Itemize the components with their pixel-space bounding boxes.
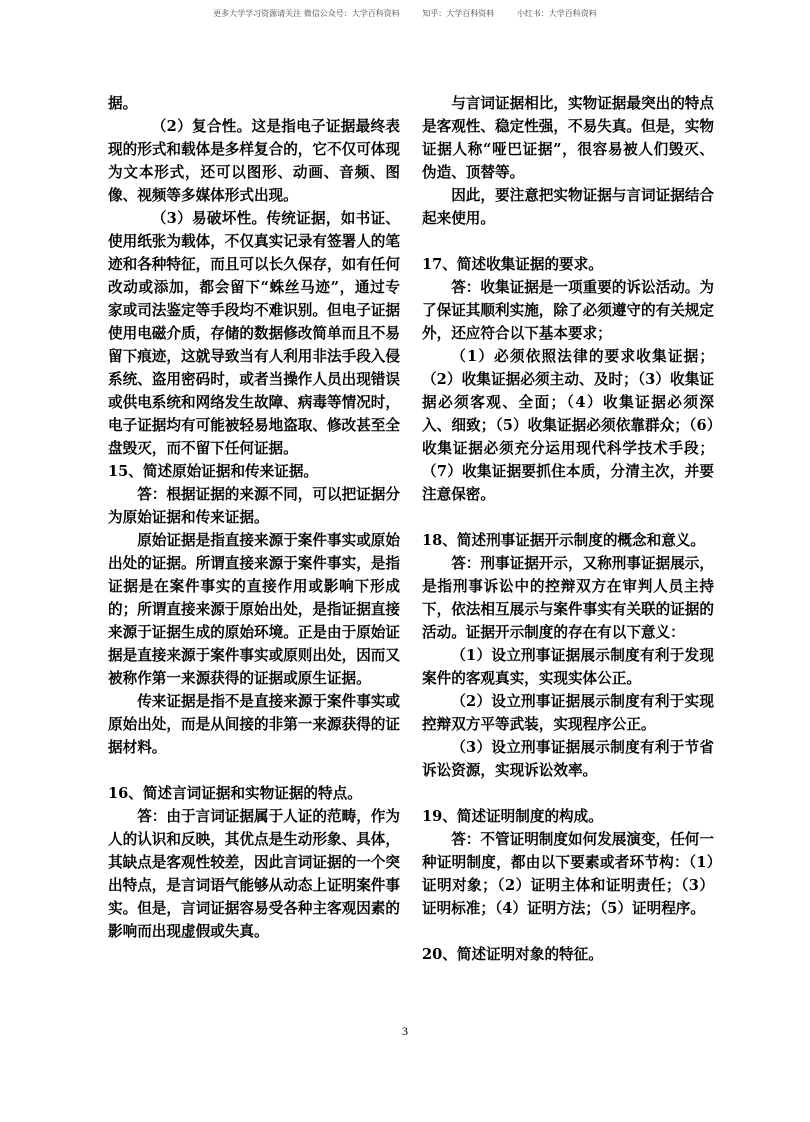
paragraph: 据。 (108, 95, 138, 112)
question-heading: 18、简述刑事证据开示制度的概念和意义。 (422, 532, 705, 549)
paragraph: （1）必须依照法律的要求收集证据；（2）收集证据必须主动、及时；（3）收集证据必须客观、全面；（4）收集证据必须深入、细致；（5）收集证据必须依靠群众；（6）收集证据必须充分运用现代科学技术手段；（7）收集证据要抓住本质，分清主次，并要注意保密。 (422, 348, 714, 503)
paragraph: （2）设立刑事证据展示制度有利于实现控辩双方平等武装，实现程序公正。 (422, 693, 714, 733)
question-heading: 19、简述证明制度的构成。 (422, 808, 603, 825)
paragraph: 与言词证据相比，实物证据最突出的特点是客观性、稳定性强，不易失真。但是，实物证据人称“哑巴证据”，很容易被人们毁灭、伪造、顶替等。 (422, 95, 714, 181)
paragraph: （3）易破坏性。传统证据，如书证、使用纸张为载体，不仅真实记录有签署人的笔迹和各种特征，而且可以长久保存，如有任何改动或添加，都会留下“蛛丝马迹”，通过专家或司法鉴定等手段均不难识别。但电子证据使用电磁介质，存储的数据修改简单而且不易留下痕迹，这就导致当有人利用非法手段入侵系统、盗用密码时，或者当操作人员出现错误或供电系统和网络发生故障、病毒等情况时，电子证据均有可能被轻易地盗取、修改甚至全盘毁灭，而不留下任何证据。 (108, 210, 400, 457)
paragraph: 因此，要注意把实物证据与言词证据结合起来使用。 (422, 187, 714, 227)
answer-paragraph: 答：收集证据是一项重要的诉讼活动。为了保证其顺利实施，除了必须遵守的有关规定外，还应符合以下基本要求； (422, 279, 714, 342)
paragraph: （3）设立刑事证据展示制度有利于节省诉讼资源，实现诉讼效率。 (422, 739, 714, 779)
question-heading: 15、简述原始证据和传来证据。 (108, 463, 319, 480)
question-heading: 17、简述收集证据的要求。 (422, 256, 603, 273)
answer-paragraph: 答：不管证明制度如何发展演变，任何一种证明制度，都由以下要素或者环节构：（1）证明对象；（2）证明主体和证明责任；（3）证明标准；（4）证明方法；（5）证明程序。 (422, 831, 714, 917)
answer-paragraph: 答：由于言词证据属于人证的范畴，作为人的认识和反映，其优点是生动形象、具体，其缺点是客观性较差，因此言词证据的一个突出特点，是言词语气能够从动态上证明案件事实。但是，言词证据容易受各种主客观因素的影响而出现虚假或失真。 (108, 808, 400, 940)
paragraph: 原始证据是指直接来源于案件事实或原始出处的证据。所谓直接来源于案件事实，是指证据是在案件事实的直接作用或影响下形成的；所谓直接来源于原始出处，是指证据直接来源于证据生成的原始环境。正是由于原始证据是直接来源于案件事实或原则出处，因而又被称作第一来源获得的证据或原生证据。 (108, 532, 400, 687)
header-wechat: 更多大学学习资源请关注 微信公众号：大学百科资料 (213, 9, 400, 18)
page-number: 3 (402, 1024, 408, 1038)
paragraph: 传来证据是指不是直接来源于案件事实或原始出处，而是从间接的非第一来源获得的证据材料。 (108, 693, 400, 756)
paragraph: （1）设立刑事证据展示制度有利于发现案件的客观真实，实现实体公正。 (422, 647, 714, 687)
header-zhihu: 知乎：大学百科资料 (422, 9, 495, 18)
left-column (108, 92, 400, 943)
answer-paragraph: 答：刑事证据开示，又称刑事证据展示，是指刑事诉讼中的控辩双方在审判人员主持下，依法相互展示与案件事实有关联的证据的活动。证据开示制度的存在有以下意义： (422, 555, 714, 641)
page-header (0, 8, 810, 19)
right-column (422, 92, 714, 966)
paragraph: （2）复合性。这是指电子证据最终表现的形式和载体是多样复合的，它不仅可体现为文本形式，还可以图形、动画、音频、图像、视频等多媒体形式出现。 (108, 118, 400, 204)
question-heading: 20、简述证明对象的特征。 (422, 946, 603, 963)
question-heading: 16、简述言词证据和实物证据的特点。 (108, 785, 362, 802)
header-xiaohongshu: 小红书：大学百科资料 (516, 9, 597, 18)
answer-paragraph: 答：根据证据的来源不同，可以把证据分为原始证据和传来证据。 (108, 486, 400, 526)
